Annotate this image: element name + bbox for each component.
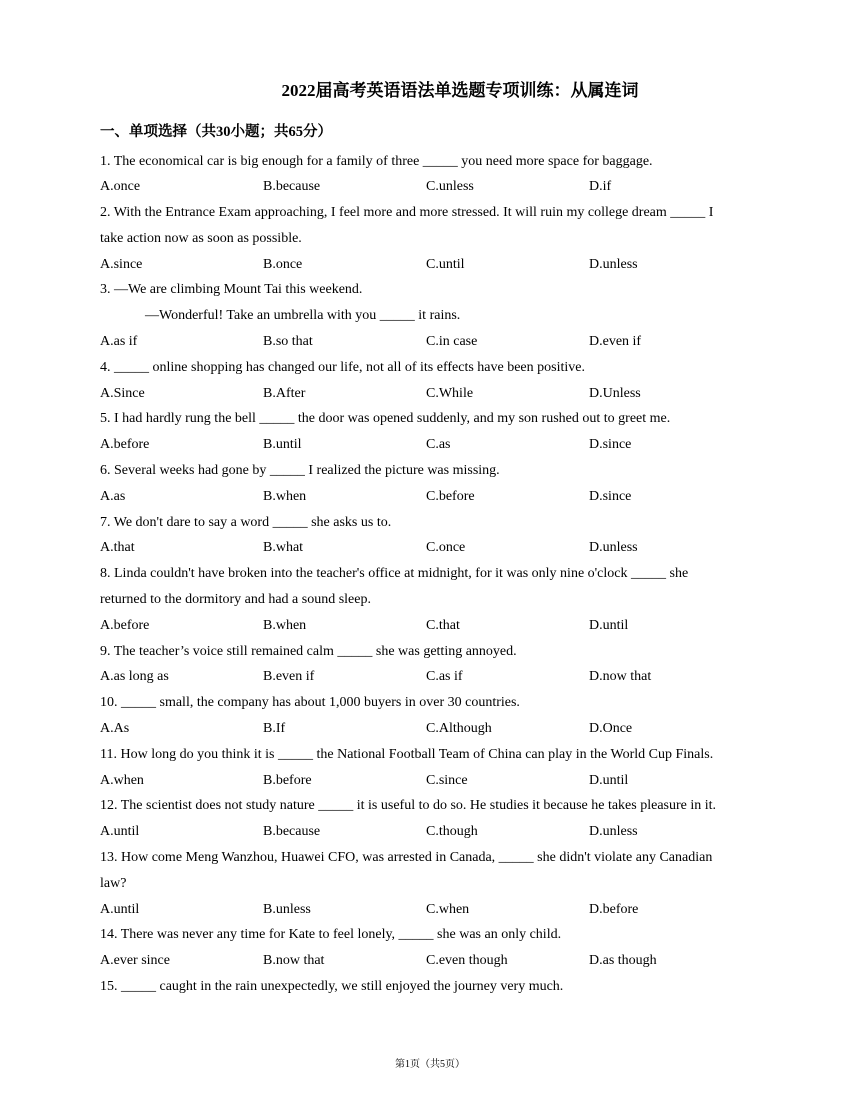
question-14 [100, 922, 752, 974]
question-stem: 14. There was never any time for Kate to feel lonely, _____ she was an only child. [100, 927, 562, 943]
question-4 [100, 355, 752, 407]
question-stem: 9. The teacher’s voice still remained calm _____ she was getting annoyed. [100, 643, 517, 659]
option-b: B.If [263, 721, 286, 737]
option-a: A.as if [100, 334, 138, 350]
question-stem: 7. We don't dare to say a word _____ she asks us to. [100, 514, 392, 530]
question-stem: 2. With the Entrance Exam approaching, I feel more and more stressed. It will ruin my college dream _____ I [100, 205, 714, 221]
answer-options [100, 613, 752, 639]
option-c: C.before [426, 488, 475, 504]
option-b: B.when [263, 617, 307, 633]
question-stem: 8. Linda couldn't have broken into the teacher's office at midnight, for it was only nine o'clock _____ she [100, 566, 689, 582]
question-stem: 4. _____ online shopping has changed our life, not all of its effects have been positive. [100, 359, 585, 375]
option-b: B.what [263, 540, 304, 556]
option-b: B.when [263, 488, 307, 504]
option-a: A.As [100, 721, 130, 737]
question-stem-continued: —Wonderful! Take an umbrella with you _____ it rains. [145, 308, 461, 324]
option-a: A.before [100, 437, 150, 453]
question-6 [100, 458, 752, 510]
question-8 [100, 561, 752, 638]
option-a: A.that [100, 540, 135, 556]
option-d: D.until [589, 772, 629, 788]
option-d: D.if [589, 179, 612, 195]
section-heading: 一、单项选择（共30小题；共65分） [100, 124, 332, 140]
option-d: D.unless [589, 256, 638, 272]
option-c: C.that [426, 617, 460, 633]
answer-options [100, 484, 752, 510]
option-c: C.in case [426, 334, 478, 350]
option-a: A.once [100, 179, 141, 195]
option-c: C.as if [426, 669, 463, 685]
option-d: D.since [589, 437, 632, 453]
question-13 [100, 845, 752, 922]
option-b: B.so that [263, 334, 313, 350]
question-9 [100, 639, 752, 691]
question-stem: 1. The economical car is big enough for a family of three _____ you need more space for baggage. [100, 153, 653, 169]
option-c: C.While [426, 385, 474, 401]
question-stem: 5. I had hardly rung the bell _____ the door was opened suddenly, and my son rushed out to greet me. [100, 411, 671, 427]
option-c: C.though [426, 824, 478, 840]
answer-options [100, 329, 752, 355]
answer-options [100, 716, 752, 742]
question-stem: 15. _____ caught in the rain unexpectedly, we still enjoyed the journey very much. [100, 979, 564, 994]
option-d: D.as though [589, 953, 657, 969]
option-d: D.now that [589, 669, 652, 685]
option-b: B.After [263, 385, 306, 401]
option-c: C.once [426, 540, 466, 556]
question-3 [100, 277, 752, 354]
option-c: C.as [426, 437, 451, 453]
option-d: D.Unless [589, 385, 641, 401]
question-1 [100, 149, 752, 201]
answer-options [100, 768, 752, 794]
option-d: D.before [589, 901, 639, 917]
option-c: C.until [426, 256, 465, 272]
answer-options [100, 535, 752, 561]
option-c: C.when [426, 901, 470, 917]
question-list [100, 149, 752, 1000]
answer-options [100, 819, 752, 845]
option-b: B.because [263, 824, 321, 840]
option-b: B.before [263, 772, 312, 788]
option-a: A.when [100, 772, 144, 788]
question-stem: 11. How long do you think it is _____ the National Football Team of China can play in the World Cup Finals. [100, 746, 714, 762]
option-a: A.until [100, 901, 140, 917]
question-15 [100, 974, 752, 1000]
question-5 [100, 406, 752, 458]
answer-options [100, 664, 752, 690]
option-a: A.before [100, 617, 150, 633]
option-d: D.unless [589, 824, 638, 840]
answer-options [100, 381, 752, 407]
question-stem-continued: returned to the dormitory and had a sound sleep. [100, 592, 371, 608]
option-a: A.ever since [100, 953, 170, 969]
option-a: A.as [100, 488, 126, 504]
option-b: B.even if [263, 669, 315, 685]
question-2 [100, 200, 752, 277]
option-d: D.until [589, 617, 629, 633]
question-stem: 12. The scientist does not study nature _____ it is useful to do so. He studies it because he takes pleasure in it. [100, 798, 717, 814]
option-a: A.Since [100, 385, 145, 401]
question-12 [100, 793, 752, 845]
option-d: D.since [589, 488, 632, 504]
question-10 [100, 690, 752, 742]
option-b: B.unless [263, 901, 311, 917]
option-d: D.Once [589, 721, 633, 737]
option-b: B.once [263, 256, 303, 272]
question-stem: 13. How come Meng Wanzhou, Huawei CFO, was arrested in Canada, _____ she didn't violate any Canadian [100, 850, 713, 866]
document-title: 2022届高考英语语法单选题专项训练：从属连词 [281, 81, 639, 100]
question-stem: 6. Several weeks had gone by _____ I realized the picture was missing. [100, 463, 500, 479]
answer-options [100, 897, 752, 923]
question-stem: 3. —We are climbing Mount Tai this weekend. [100, 282, 363, 298]
option-a: A.until [100, 824, 140, 840]
question-stem: 10. _____ small, the company has about 1,000 buyers in over 30 countries. [100, 695, 520, 711]
question-stem-continued: law? [100, 875, 127, 891]
option-c: C.even though [426, 953, 508, 969]
option-a: A.since [100, 256, 143, 272]
option-c: C.since [426, 772, 468, 788]
option-b: B.until [263, 437, 302, 453]
answer-options [100, 432, 752, 458]
answer-options [100, 252, 752, 278]
question-11 [100, 742, 752, 794]
option-b: B.now that [263, 953, 325, 969]
question-stem-continued: take action now as soon as possible. [100, 230, 302, 246]
option-b: B.because [263, 179, 321, 195]
option-d: D.even if [589, 334, 642, 350]
answer-options [100, 174, 752, 200]
option-d: D.unless [589, 540, 638, 556]
option-c: C.Although [426, 721, 492, 737]
question-7 [100, 510, 752, 562]
option-c: C.unless [426, 179, 474, 195]
answer-options [100, 948, 752, 974]
page-footer: 第1页（共5页） [395, 1059, 465, 1070]
option-a: A.as long as [100, 669, 169, 685]
